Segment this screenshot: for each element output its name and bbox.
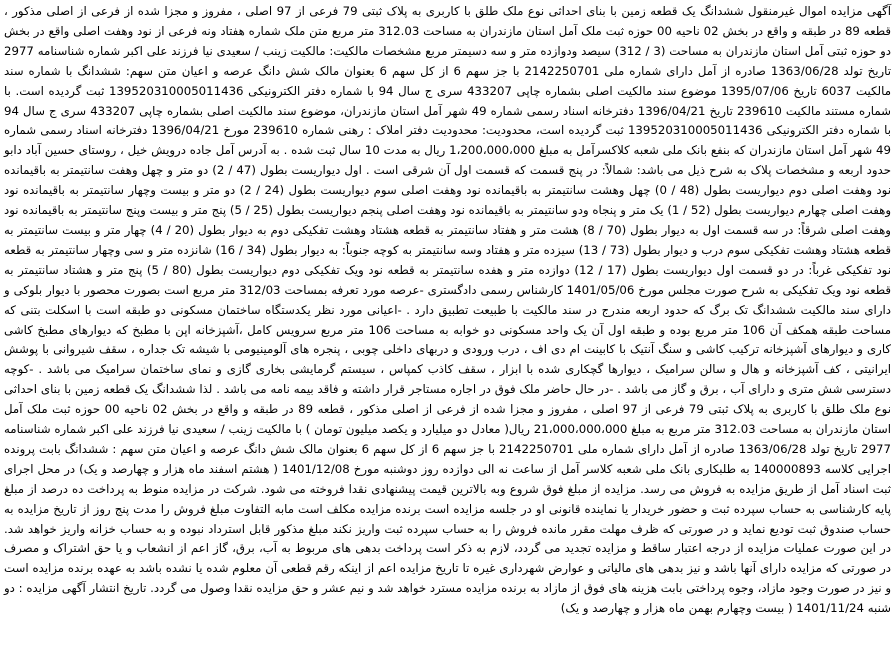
auction-notice-text: آگهی مزایده اموال غیرمنقول ششدانگ یک قطعه زمین با بنای احداثی نوع ملک طلق با کاربری به پلاک ثبتی 79 فرعی از 97 اصلی ، مفروز و مجزا شده از فرعی از اصلی مذکور ، قطعه 89 در طبقه و واقع در بخش 02 ناحیه 00 حوزه ثبت ملک آمل استان مازندران به مساحت 312.03 متر مربع متن ملک شماره هفتاد ونه فرعی از نود وهفت اصلی واقع در بخش دو حوزه ثبتی آمل استان مازندران به مساحت (3 / 312) سیصد ودوازده متر و سه دسیمتر مربع مشخصات مالکیت: مالکیت زینب / سعیدی نیا فرزند علی اکبر شماره شناسنامه 2977 تاریخ تولد 1363/06/28 صادره از آمل دارای شماره ملی 2142250701 با جز سهم 6 از کل سهم 6 بعنوان مالک شش دانگ عرصه و اعیان متن سهم: ششدانگ با شماره سند مالکیت 6037 تاریخ 1395/07/06 موضوع سند مالکیت اصلی بشماره چاپی 433207 سری ج سال 94 با شماره دفتر الکترونیکی 139520310005011436 ثبت گردیده است. با شماره مستند مالکیت 239610 تاریخ 1396/04/21 دفترخانه اسناد رسمی شماره 49 شهر آمل استان مازندران، موضوع سند مالکیت اصلی بشماره چاپی 433207 سری ج سال 94 با شماره دفتر الکترونیکی 139520310005011436 ثبت گردیده است، محدودیت: محدودیت دفتر املاک : رهنی شماره 239610 مورخ 1396/04/21 دفترخانه اسناد رسمی شماره 49 شهر آمل استان مازندران که بنفع بانک ملی شعبه کلاکسرآمل به مبلغ 1،200،000،000 ریال به مدت 10 سال ثبت شده . به آدرس آمل جاده درویش خیل ، روستای حسین آباد دابو حدود اربعه و مشخصات پلاک به شرح ذیل می باشد: شمالاً: در پنج قسمت که قسمت اول آن شرقی است . اول دیواریست بطول (47 / 2) دو متر و چهل وهفت سانتیمتر به باقیمانده نود وهفت اصلی دوم دیواریست بطول (48 / 0) چهل وهشت سانتیمتر به باقیمانده نود وهفت اصلی سوم دیواریست بطول (24 / 2) دو متر و بیست وچهار سانتیمتر به باقیمانده نود وهفت اصلی چهارم دیواریست بطول (52 / 1) یک متر و پنجاه ودو سانتیمتر به باقیمانده نود وهفت اصلی پنجم دیواریست بطول (25 / 5) پنج متر و بیست وپنج سانتیمتر به باقیمانده نود وهفت اصلی شرقاً: در سه قسمت اول به دیوار بطول (70 / 8) هشت متر و هفتاد سانتیمتر به قطعه هشتاد وهشت تفکیکی دوم به دیوار بطول (20 / 4) چهار متر و بیست سانتیمتر به قطعه هشتاد وهشت تفکیکی سوم درب و دیوار بطول (73 / 13) سیزده متر و هفتاد وسه سانتیمتر به کوچه جنوباً: به دیوار بطول (34 / 16) شانزده متر و سی وچهار سانتیمتر به قطعه نود تفکیکی غرباً: در دو قسمت اول دیواریست بطول (17 / 12) دوازده متر و هفده سانتیمتر به قطعه نود ویک تفکیکی دوم دیواریست بطول (80 / 5) پنج متر و هشتاد سانتیمتر به قطعه نود ویک تفکیکی به شرح صورت مجلس مورخ 1401/05/06 کارشناس رسمی دادگستری -عرصه مورد تعرفه بمساحت 312/03 متر مربع است بصورت محصور با دیوار بلوکی و دارای سند مالکیت ششدانگ تک برگ که حدود اربعه مندرج در سند مالکیت با طبیعت تطبیق دارد . -اعیانی مورد نظر یکدستگاه ساختمان مسکونی دو طبقه است با اسکلت بتنی که مساحت طبقه همکف آن 106 متر مربع بوده و طبقه اول آن یک واحد مسکونی دو خوابه به مساحت 106 متر مربع سرویس کامل ،آشپزخانه اپن با مطبخ که دیوارهای مطبخ کاشی کاری و دیوارهای آشپزخانه ترکیب کاشی و سنگ آنتیک با کابینت ام دی اف ، درب ورودی و دربهای داخلی چوبی ، پنجره های آلومینیومی با شیشه تک جداره ، سقف شیروانی با پوشش ایرانیتی ، کف آشپزخانه و هال و سالن سرامیک ، دیوارها گچکاری شده با ابزار ، سقف کاذب کمپاس ، سیستم گرمایشی بخاری گازی و نمای ساختمان سرامیک می باشد . -کوچه دسترسی شش متری و دارای آب ، برق و گاز می باشد . -در حال حاضر ملک فوق در اجاره مستاجر قرار داشته و فاقد بیمه نامه می باشد . لذا ششدانگ یک قطعه زمین با بنای احداثی نوع ملک طلق با کاربری به پلاک ثبتی 79 فرعی از 97 اصلی ، مفروز و مجزا شده از فرعی از اصلی مذکور ، قطعه 89 در طبقه و واقع در بخش 02 ناحیه 00 حوزه ثبت ملک آمل استان مازندران به مساحت 312.03 متر مربع به مبلغ 21،000،000،000 ریال( معادل دو میلیارد و یکصد میلیون تومان ) با مالکیت زینب / سعیدی نیا فرزند علی اکبر شماره شناسنامه 2977 تاریخ تولد 1363/06/28 صادره از آمل دارای شماره ملی 2142250701 با جز سهم 6 از کل سهم 6 بعنوان مالک شش دانگ عرصه و اعیان متن سهم : ششدانگ بابت پرونده اجرایی کلاسه 140000893 به طلبکاری بانک ملی شعبه کلاسر آمل از ساعت نه الی دوازده روز دوشنبه مورخ 1401/12/08 ( هشتم اسفند ماه هزار و چهارصد و یک) در محل اجرای ثبت اسناد آمل از طریق مزایده به فروش می رسد. مزایده از مبلغ فوق شروع وبه بالاترین قیمت پیشنهادی نقدا فروخته می شود. شرکت در مزایده منوط به پرداخت ده درصد از مبلغ پایه کارشناسی به حساب سپرده ثبت و حضور خریدار یا نماینده قانونی او در جلسه مزایده است برنده مزایده مکلف است مابه التفاوت مبلغ فروش را مدت پنج روز از تاریخ مزایده به حساب صندوق ثبت توديع نمايد و در صورتی که ظرف مهلت مقرر مانده فروش را به حساب سپرده ثبت واریز نکند مبلغ مذکور قابل استرداد نبوده و به حساب خزانه واریز خواهد شد. در این صورت عملیات مزایده از درجه اعتبار ساقط و مزایده تجدید می گردد، لازم به ذکر است پرداخت بدهی های مربوط به آب، برق، گاز اعم از انشعاب و یا حق اشتراک و مصرف در صورتی که مزایده دارای آنها باشد و نیز بدهی های مالیاتی و عوارض شهرداری غیره تا تاریخ مزایده اعم از اینکه رقم قطعی آن معلوم شده یا نشده باشد به عهده برنده مزایده است و نیز در صورت وجود مازاد، وجوه پرداختی بابت هزینه های فوق از مازاد به برنده مزایده مسترد خواهد شد و نیم عشر و حق مزایده نقدا وصول می گردد. تاریخ انتشار آگهی مزایده : دو شنبه 1401/11/24 ( بیست وچهارم بهمن ماه هزار و چهارصد و یک) [4,4,892,616]
